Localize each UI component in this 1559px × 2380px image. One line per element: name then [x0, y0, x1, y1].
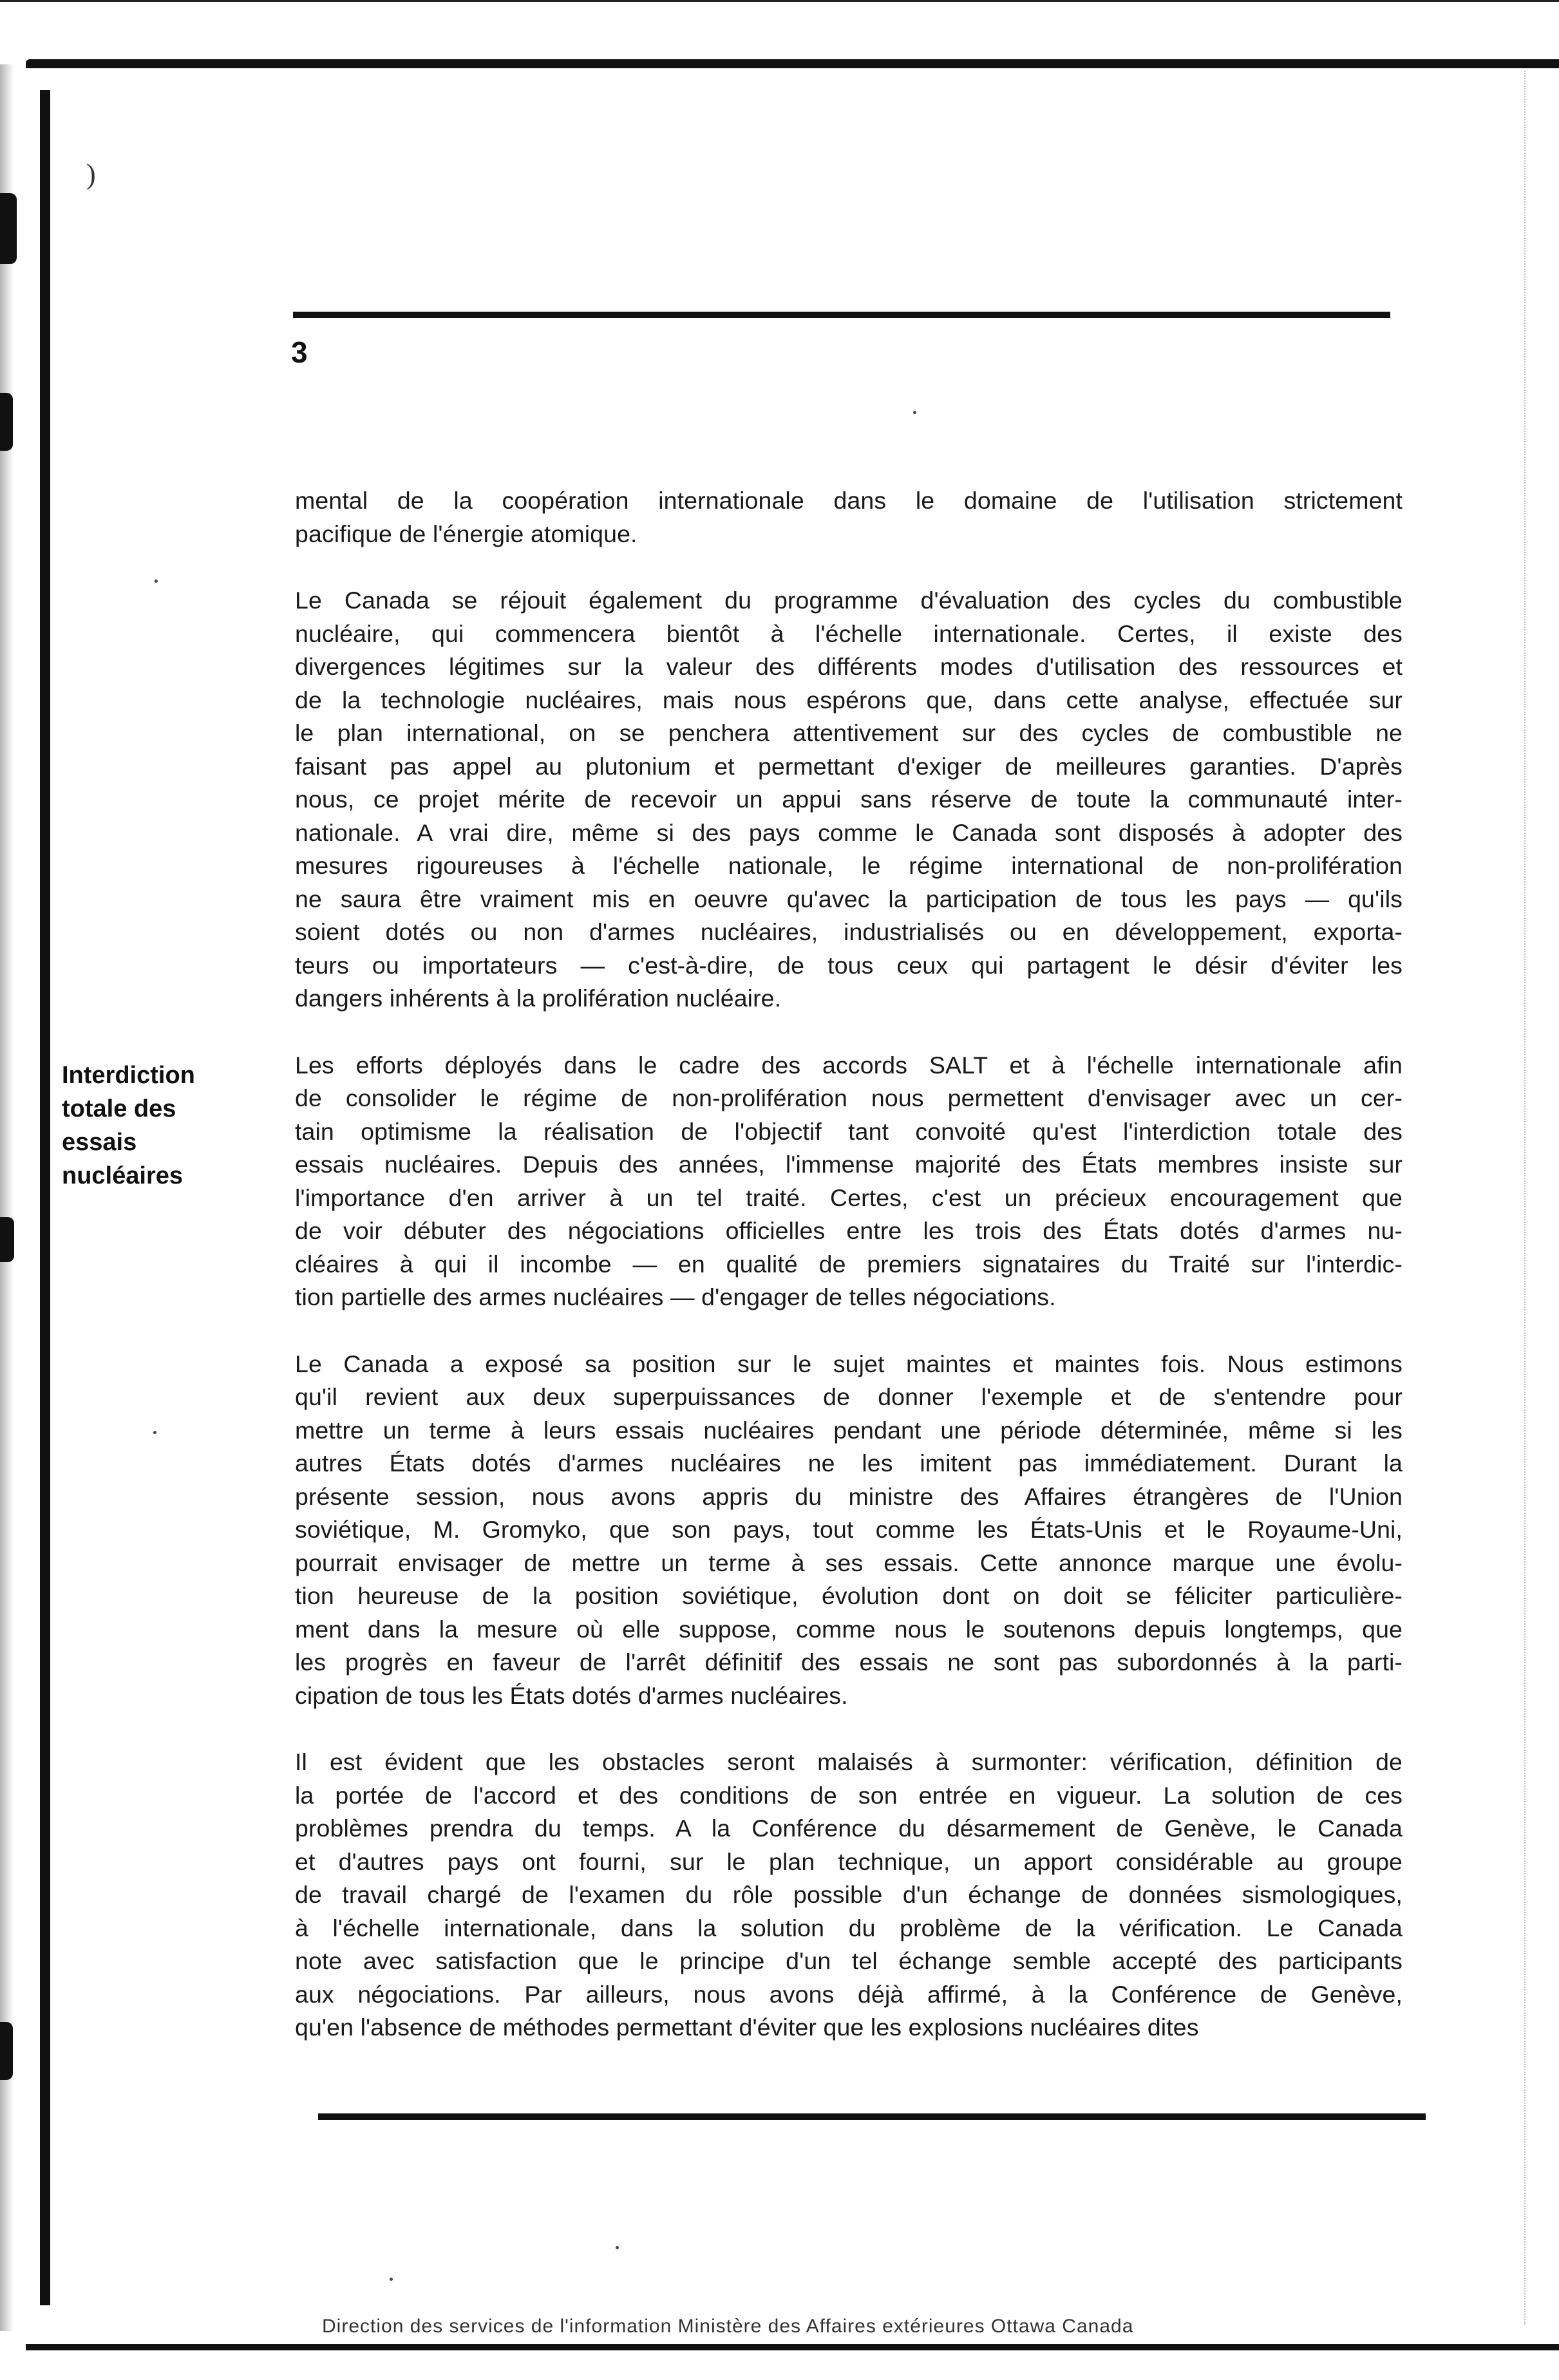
text-line: et d'autres pays ont fourni, sur le plan technique, un apport considérable au groupe — [295, 1847, 1403, 1875]
text-line: mesures rigoureuses à l'échelle nationale, le régime international de non-prolifération — [295, 852, 1403, 879]
text-line: le plan international, on se penchera attentivement sur des cycles de combustible ne — [295, 719, 1403, 746]
text-line: qu'il revient aux deux superpuissances de donner l'exemple et de s'entendre pour — [295, 1383, 1403, 1410]
text-line: faisant pas appel au plutonium et permettant d'exiger de meilleures garanties. D'après — [295, 752, 1403, 780]
body-paragraph — [295, 1049, 1403, 1314]
binding-mark — [0, 1217, 14, 1262]
margin-note-line: totale des essais — [62, 1095, 176, 1156]
scan-top-frame — [26, 59, 1559, 68]
text-line: Les efforts déployés dans le cadre des accords SALT et à l'échelle internationale afin — [295, 1051, 1403, 1079]
text-line: tain optimisme la réalisation de l'objectif tant convoité qu'est l'interdiction totale des — [295, 1117, 1403, 1145]
text-line: Il est évident que les obstacles seront malaisés à surmonter: vérification, définition de — [295, 1748, 1403, 1775]
text-line: pourrait envisager de mettre un terme à ses essais. Cette annonce marque une évolu- — [295, 1549, 1403, 1576]
binding-mark — [0, 393, 13, 451]
scan-speck — [913, 411, 916, 414]
text-line: tion partielle des armes nucléaires — d'engager de telles négociations. — [295, 1283, 1056, 1310]
scan-bottom-frame — [26, 2344, 1559, 2350]
text-line: problèmes prendra du temps. A la Conférence du désarmement de Genève, le Canada — [295, 1815, 1403, 1842]
text-line: présente session, nous avons appris du ministre des Affaires étrangères de l'Union — [295, 1482, 1403, 1510]
binding-mark — [0, 2022, 13, 2080]
text-line: soviétique, M. Gromyko, que son pays, tout comme les États-Unis et le Royaume-Uni, — [295, 1516, 1403, 1543]
text-line: l'importance d'en arriver à un tel traité. Certes, c'est un précieux encouragement que — [295, 1184, 1403, 1211]
scan-speck — [153, 1431, 156, 1434]
text-line: Le Canada a exposé sa position sur le sujet maintes et maintes fois. Nous estimons — [295, 1350, 1403, 1377]
scan-left-frame — [40, 90, 50, 2305]
text-line: de travail chargé de l'examen du rôle possible d'un échange de données sismologiques, — [295, 1881, 1403, 1908]
body-paragraph — [295, 584, 1403, 1015]
scan-speck — [155, 580, 158, 583]
scan-right-edge — [1523, 71, 1526, 2325]
text-line: de consolider le régime de non-prolifération nous permettent d'envisager avec un cer- — [295, 1084, 1403, 1111]
text-line: dangers inhérents à la prolifération nucléaire. — [295, 985, 782, 1012]
text-line: cipation de tous les États dotés d'armes nucléaires. — [295, 1681, 848, 1709]
body-paragraph — [295, 1348, 1403, 1713]
footer-publisher-line: Direction des services de l'information Ministère des Affaires extérieures Ottawa Canada — [322, 2316, 1134, 2337]
text-line: ment dans la mesure où elle suppose, comme nous le soutenons depuis longtemps, que — [295, 1615, 1403, 1643]
text-line: Le Canada se réjouit également du programme d'évaluation des cycles du combustible — [295, 587, 1403, 614]
text-line: cléaires à qui il incombe — en qualité de premiers signataires du Traité sur l'interdic- — [295, 1250, 1403, 1278]
text-line: la portée de l'accord et des conditions de son entrée en vigueur. La solution de ces — [295, 1781, 1403, 1809]
margin-note-line: nucléaires — [62, 1162, 183, 1189]
text-line: essais nucléaires. Depuis des années, l'immense majorité des États membres insiste sur — [295, 1151, 1403, 1178]
text-line: nucléaire, qui commencera bientôt à l'échelle internationale. Certes, il existe des — [295, 619, 1403, 647]
scan-speck — [616, 2246, 619, 2249]
text-line: ne saura être vraiment mis en oeuvre qu'avec la participation de tous les pays — qu'ils — [295, 885, 1403, 912]
body-paragraph — [295, 1746, 1403, 2045]
margin-note-line: Interdiction — [62, 1062, 195, 1089]
footer-rule — [318, 2113, 1426, 2120]
binding-mark — [0, 193, 17, 264]
text-line: mettre un terme à leurs essais nucléaires pendant une période déterminée, même si les — [295, 1416, 1403, 1444]
text-line: de la technologie nucléaires, mais nous espérons que, dans cette analyse, effectuée sur — [295, 686, 1403, 713]
text-line: nationale. A vrai dire, même si des pays comme le Canada sont disposés à adopter des — [295, 818, 1403, 846]
page-number: 3 — [291, 335, 308, 369]
text-line: aux négociations. Par ailleurs, nous avons déjà affirmé, à la Conférence de Genève, — [295, 1980, 1403, 2008]
text-line: de voir débuter des négociations officielles entre les trois des États dotés d'armes nu- — [295, 1217, 1403, 1244]
text-line: pacifique de l'énergie atomique. — [295, 520, 638, 547]
text-line: mental de la coopération internationale dans le domaine de l'utilisation strictement — [295, 487, 1403, 514]
text-line: teurs ou importateurs — c'est-à-dire, de tous ceux qui partagent le désir d'éviter les — [295, 951, 1403, 979]
text-line: divergences légitimes sur la valeur des différents modes d'utilisation des ressources et — [295, 653, 1403, 680]
margin-note — [62, 1059, 255, 1193]
text-line: nous, ce projet mérite de recevoir un appui sans réserve de toute la communauté inter- — [295, 786, 1403, 813]
scan-speck — [390, 2278, 393, 2281]
scan-top-edge — [0, 0, 1559, 2]
text-line: qu'en l'absence de méthodes permettant d'éviter que les explosions nucléaires dites — [295, 2014, 1199, 2041]
text-line: autres États dotés d'armes nucléaires ne les imitent pas immédiatement. Durant la — [295, 1450, 1403, 1477]
text-line: soient dotés ou non d'armes nucléaires, industrialisés ou en développement, exporta- — [295, 918, 1403, 945]
text-line: note avec satisfaction que le principe d'un tel échange semble accepté des participants — [295, 1947, 1403, 1974]
body-text-column — [295, 484, 1403, 2078]
text-line: à l'échelle internationale, dans la solution du problème de la vérification. Le Canada — [295, 1914, 1403, 1941]
body-paragraph — [295, 484, 1403, 551]
scan-artifact-mark: ) — [86, 158, 96, 190]
header-rule — [293, 312, 1390, 318]
text-line: les progrès en faveur de l'arrêt définitif des essais ne sont pas subordonnés à la parti- — [295, 1648, 1403, 1676]
text-line: tion heureuse de la position soviétique, évolution dont on doit se féliciter particulière- — [295, 1582, 1403, 1609]
